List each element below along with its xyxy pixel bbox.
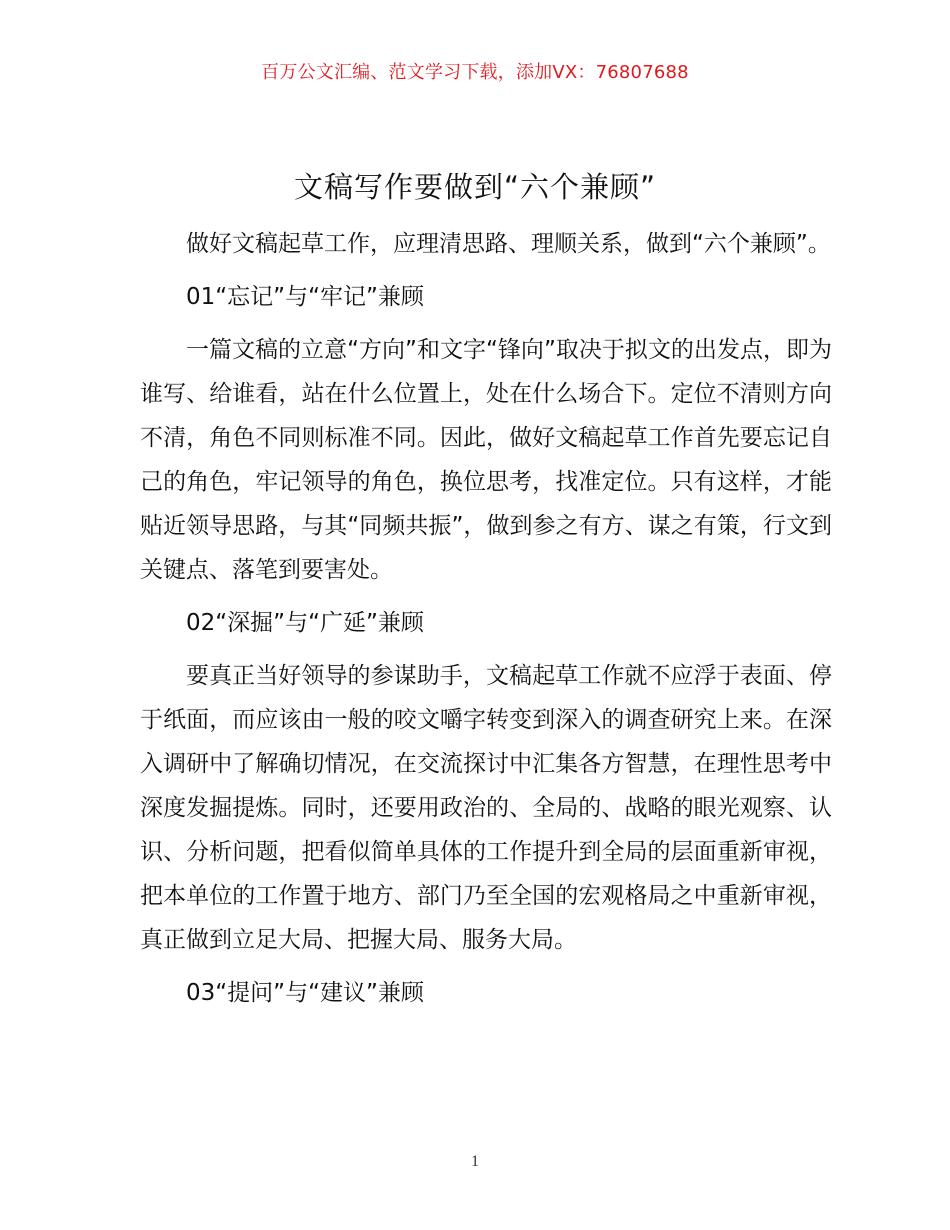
section-body-01: 一篇文稿的立意“方向”和文字“锋向”取决于拟文的出发点，即为谁写、给谁看，站在什么位置上，处在什么场合下。定位不清则方向不清，角色不同则标准不同。因此，做好文稿起草工作首先要忘记自己的角色，牢记领导的角色，换位思考，找准定位。只有这样，才能贴近领导思路，与其“同频共振”，做到参之有方、谋之有策，行文到关键点、落笔到要害处。 [140, 337, 832, 583]
document-body [140, 222, 832, 1024]
document-title: 文稿写作要做到“六个兼顾” [293, 170, 657, 204]
header-watermark-note: 百万公文汇编、范文学习下载，添加VX：76807688 [261, 62, 689, 83]
section-heading-02: 02“深掘”与“广延”兼顾 [186, 610, 424, 636]
section-body-02: 要真正当好领导的参谋助手，文稿起草工作就不应浮于表面、停于纸面，而应该由一般的咬文嚼字转变到深入的调查研究上来。在深入调研中了解确切情况，在交流探讨中汇集各方智慧，在理性思考中深度发掘提炼。同时，还要用政治的、全局的、战略的眼光观察、认识、分析问题，把看似简单具体的工作提升到全局的层面重新审视，把本单位的工作置于地方、部门乃至全国的宏观格局之中重新审视，真正做到立足大局、把握大局、服务大局。 [140, 663, 832, 953]
page-number: 1 [471, 1153, 479, 1170]
section-heading-01: 01“忘记”与“牢记”兼顾 [186, 284, 424, 310]
intro-paragraph: 做好文稿起草工作，应理清思路、理顺关系，做到“六个兼顾”。 [186, 231, 831, 257]
section-heading-03: 03“提问”与“建议”兼顾 [186, 980, 424, 1006]
